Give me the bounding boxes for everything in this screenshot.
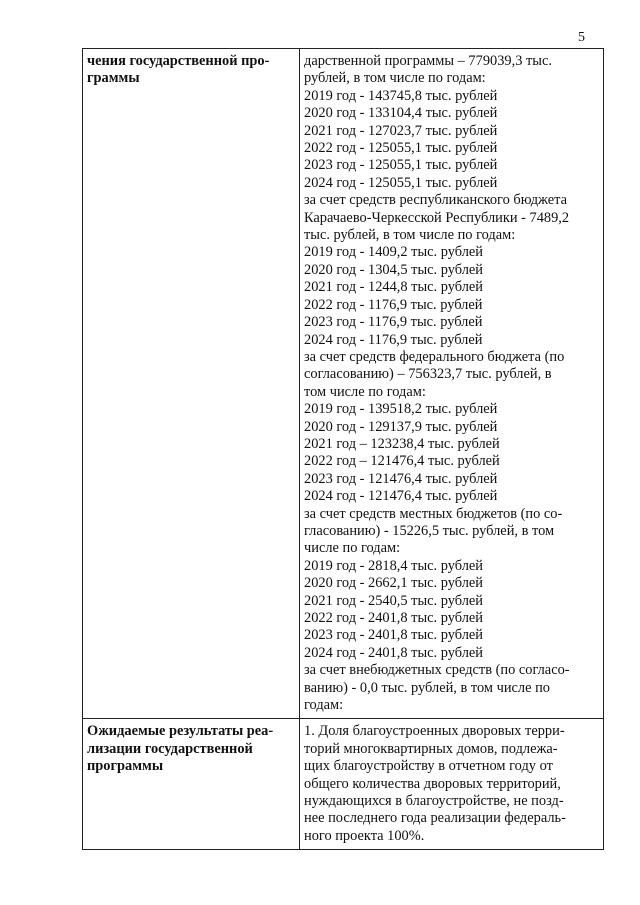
row-content-line: ванию) - 0,0 тыс. рублей, в том числе по [304,679,550,696]
row-content-line: 2022 год - 1176,9 тыс. рублей [304,296,483,313]
table-row [83,49,604,719]
row-content-line: 2020 год - 129137,9 тыс. рублей [304,418,498,435]
row-content-line: 2020 год - 2662,1 тыс. рублей [304,575,483,592]
row-content-line: 2022 год - 125055,1 тыс. рублей [304,140,498,157]
row-content-line: числе по годам: [304,540,401,557]
row-content-line: 2021 год - 1244,8 тыс. рублей [304,279,483,296]
row-label-line: Ожидаемые результаты реа- [87,723,274,740]
page-number: 5 [578,30,585,45]
row-label-line: лизации государственной [87,740,253,757]
row-content-cell [300,49,604,719]
row-content-line: рублей, в том числе по годам: [304,70,486,87]
row-content-line: 2019 год - 2818,4 тыс. рублей [304,557,483,574]
row-content-line: Карачаево-Черкесской Республики - 7489,2 [304,209,570,226]
program-passport-table [82,48,604,850]
row-content-line: 2023 год - 121476,4 тыс. рублей [304,470,498,487]
row-content-line: гласованию) - 15226,5 тыс. рублей, в том [304,522,555,539]
row-content-line: 2019 год - 139518,2 тыс. рублей [304,401,498,418]
row-content-cell [300,719,604,850]
row-content-line: годам: [304,697,344,714]
row-content-line: ного проекта 100%. [304,827,425,844]
row-label-cell [83,49,300,719]
row-content-line: тыс. рублей, в том числе по годам: [304,227,516,244]
row-content-line: общего количества дворовых территорий, [304,775,561,792]
row-content-line: 2022 год - 2401,8 тыс. рублей [304,610,483,626]
row-content-line: 2024 год - 1176,9 тыс. рублей [304,331,483,348]
row-label-line: программы [87,758,164,775]
row-content-line: 2023 год - 2401,8 тыс. рублей [304,627,483,644]
row-content-line: щих благоустройству в отчетном году от [304,758,553,775]
row-content-line: 2024 год - 2401,8 тыс. рублей [304,644,483,661]
table-body [83,49,604,850]
row-content-line: 2021 год – 123238,4 тыс. рублей [304,435,500,452]
row-content-line: за счет средств местных бюджетов (по со- [304,505,563,522]
row-label-line: чения государственной про- [87,53,270,69]
row-label-line: граммы [87,70,140,87]
row-content-line: 2020 год - 1304,5 тыс. рублей [304,261,483,278]
row-content-line: за счет средств республиканского бюджета [304,192,568,209]
row-content-line: 2024 год - 125055,1 тыс. рублей [304,174,498,191]
row-content-line: 2021 год - 127023,7 тыс. рублей [304,122,498,139]
row-label-cell [83,719,300,850]
row-content-line: торий многоквартирных домов, подлежа- [304,740,558,757]
row-content-line: согласованию) – 756323,7 тыс. рублей, в [304,366,552,383]
row-content-line: 2022 год – 121476,4 тыс. рублей [304,453,500,470]
row-content-line: 2019 год - 143745,8 тыс. рублей [304,87,498,104]
row-content-line: за счет внебюджетных средств (по согласо- [304,662,570,679]
row-content-line: нее последнего года реализации федераль- [304,810,566,827]
row-content-line: 1. Доля благоустроенных дворовых терри- [304,723,565,740]
row-content-line: нуждающихся в благоустройстве, не позд- [304,793,564,810]
row-content-line: 2021 год - 2540,5 тыс. рублей [304,592,483,609]
row-content-line: 2019 год - 1409,2 тыс. рублей [304,244,483,261]
row-content-line: 2023 год - 125055,1 тыс. рублей [304,157,498,174]
table-row [83,719,604,850]
row-content-line: за счет средств федерального бюджета (по [304,348,565,365]
row-content-line: том числе по годам: [304,383,426,400]
row-content-line: 2023 год - 1176,9 тыс. рублей [304,314,483,331]
row-content-line: 2020 год - 133104,4 тыс. рублей [304,105,498,122]
row-content-line: 2024 год - 121476,4 тыс. рублей [304,488,498,505]
row-content-line: дарственной программы – 779039,3 тыс. [304,53,552,69]
